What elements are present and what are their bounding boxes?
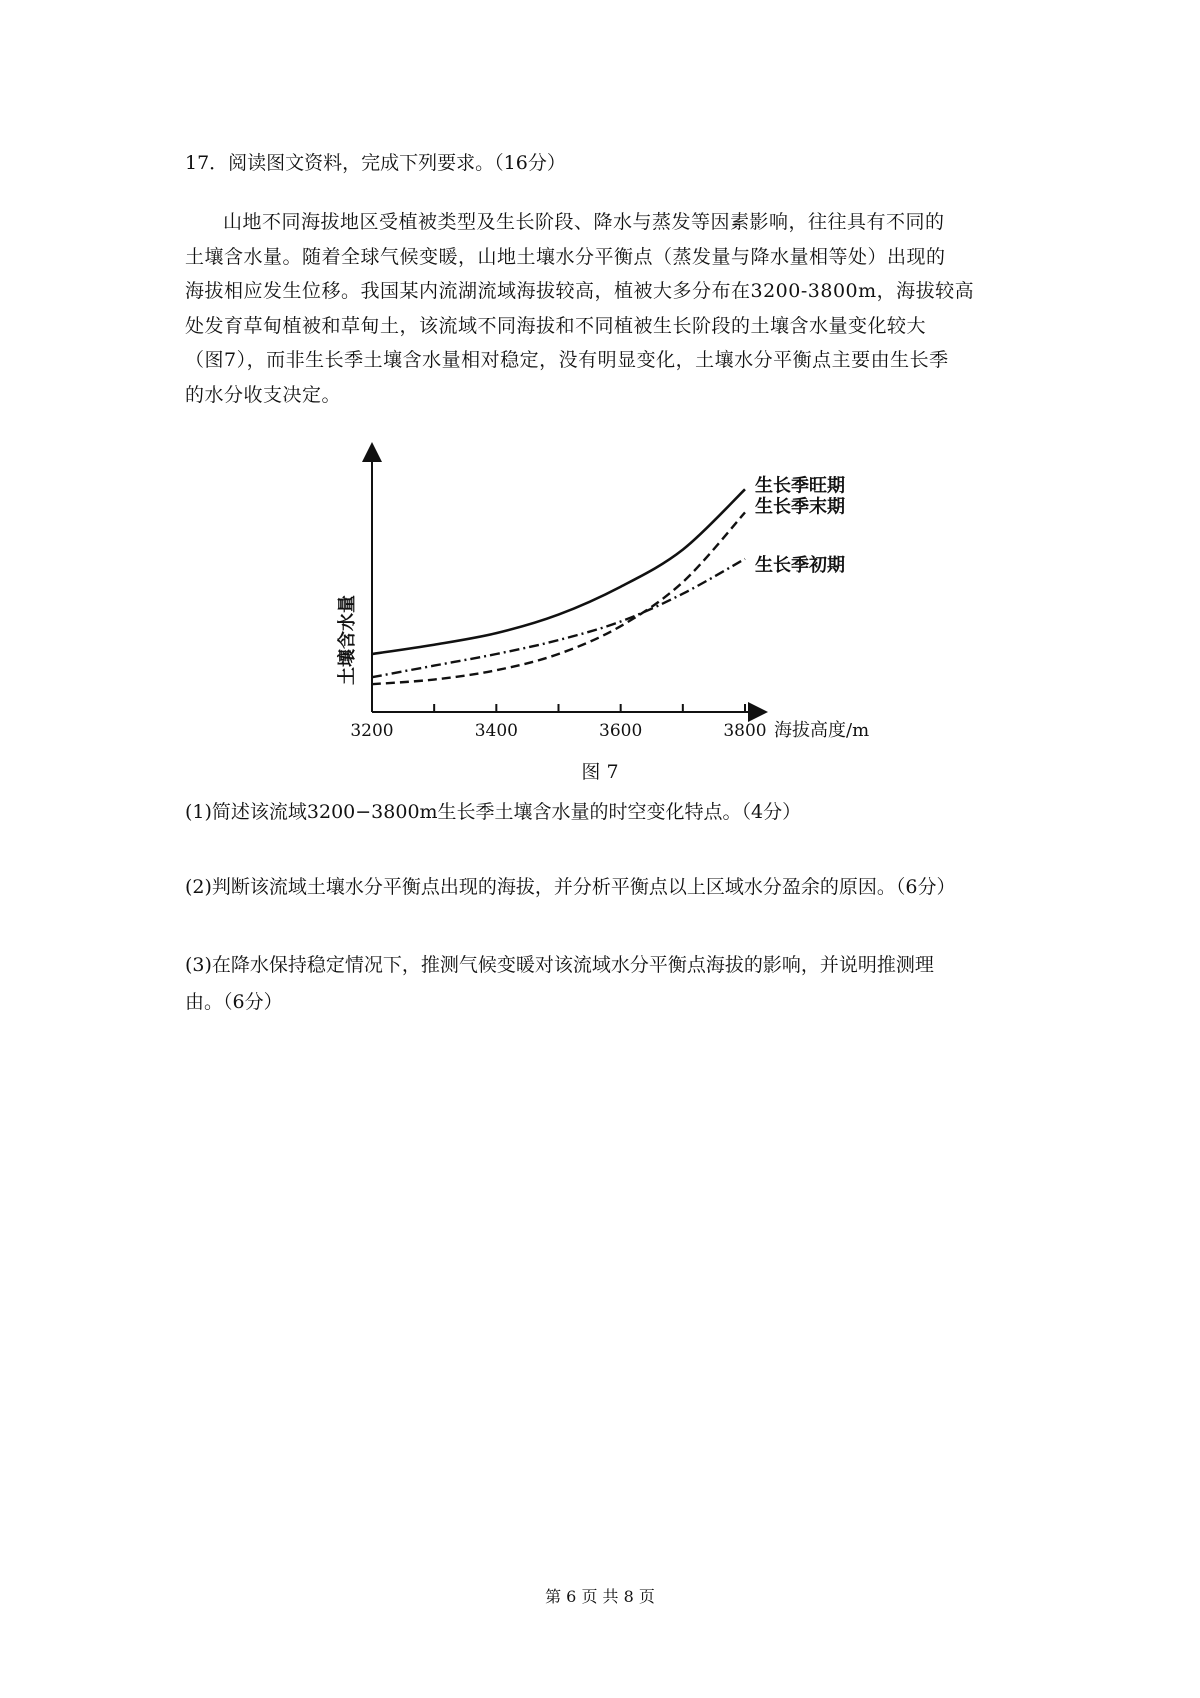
passage-line: 处发育草甸植被和草甸土，该流域不同海拔和不同植被生长阶段的土壤含水量变化较大 (185, 314, 927, 337)
x-tick-label: 3600 (599, 721, 643, 741)
series-label: 生长季旺期 (755, 475, 845, 497)
figure-caption: 图 7 (581, 761, 619, 783)
page-number: 第 6 页 共 8 页 (545, 1587, 655, 1606)
question-passage (185, 205, 1027, 413)
series-line (372, 512, 745, 684)
series-label: 生长季末期 (755, 496, 845, 518)
y-axis-label: 土壤含水量 (337, 595, 358, 685)
passage-line: （图7），而非生长季土壤含水量相对稳定，没有明显变化，土壤水分平衡点主要由生长季 (185, 349, 949, 372)
soil-moisture-chart (0, 440, 1200, 780)
x-tick-label: 3200 (350, 721, 394, 741)
series-line (372, 489, 745, 654)
passage-line: 的水分收支决定。 (185, 383, 342, 406)
question-title: 17．阅读图文资料，完成下列要求。（16分） (185, 152, 566, 174)
x-ticks (434, 704, 745, 712)
passage-line: 山地不同海拔地区受植被类型及生长阶段、降水与蒸发等因素影响，往往具有不同的 (223, 211, 945, 233)
series-labels (755, 474, 845, 576)
subquestion-3-continued: 由。（6分） (185, 991, 283, 1013)
subquestion-3: (3)在降水保持稳定情况下，推测气候变暖对该流域水分平衡点海拔的影响，并说明推测理 (185, 954, 934, 976)
x-tick-labels (350, 721, 766, 741)
passage-line: 土壤含水量。随着全球气候变暖，山地土壤水分平衡点（蒸发量与降水量相等处）出现的 (185, 245, 946, 268)
x-tick-label: 3400 (474, 721, 518, 741)
chart-svg (0, 440, 1200, 780)
series-lines (372, 489, 745, 684)
passage-line: 海拔相应发生位移。我国某内流湖流域海拔较高，植被大多分布在3200-3800m，海拔较高 (185, 280, 975, 303)
subquestion-2: (2)判断该流域土壤水分平衡点出现的海拔，并分析平衡点以上区域水分盈余的原因。（6分） (185, 876, 956, 898)
x-axis-label: 海拔高度/m (774, 720, 870, 741)
series-label: 生长季初期 (755, 554, 845, 576)
subquestion-1: (1)简述该流域3200−3800m生长季土壤含水量的时空变化特点。（4分） (185, 801, 802, 823)
x-tick-label: 3800 (723, 721, 767, 741)
